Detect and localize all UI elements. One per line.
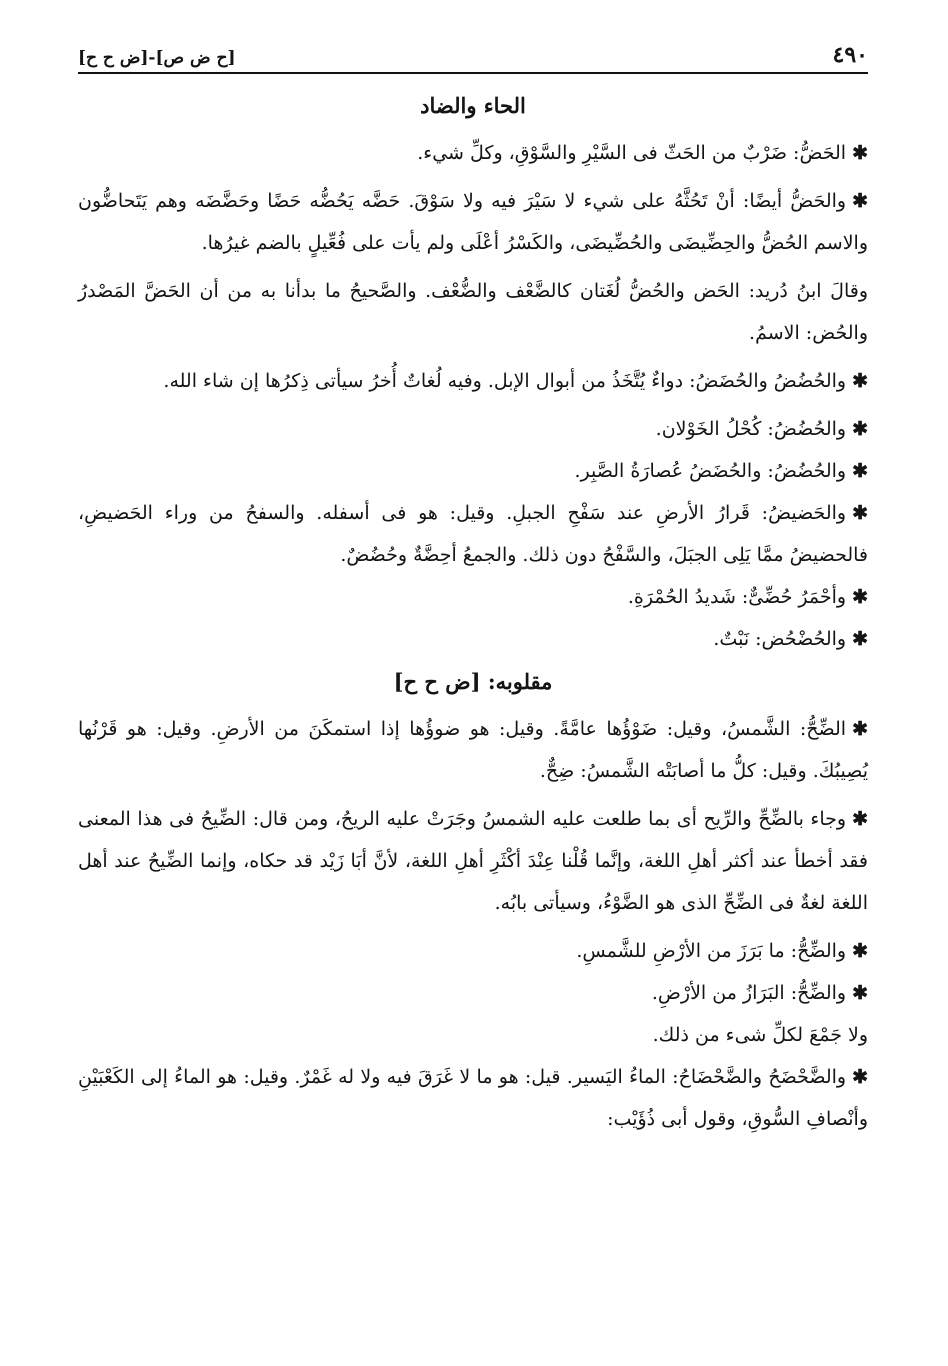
entry-text: وأحْمَرُ حُضِّىٌّ: شَديدُ الحُمْرَةِ. bbox=[627, 586, 847, 608]
entry-star-icon: ✱ bbox=[852, 502, 868, 524]
entry-text: والضِّحُّ: البَرَازُ من الأرْضِ. bbox=[651, 982, 847, 1004]
entry-star-icon: ✱ bbox=[852, 586, 868, 608]
running-title: [ح ض ص]-[ض ح ح] bbox=[78, 48, 236, 68]
entry-star-icon: ✱ bbox=[852, 418, 868, 440]
entry-star-icon: ✱ bbox=[852, 1066, 868, 1088]
entry-hudud-medicine bbox=[78, 360, 868, 402]
entry-dahdah bbox=[78, 1056, 868, 1140]
entry-text: والحُضْحُض: نَبْتٌ. bbox=[713, 628, 847, 650]
page-body bbox=[78, 88, 868, 1140]
entry-star-icon: ✱ bbox=[852, 940, 868, 962]
entry-text: وقالَ ابنُ دُريد: الحَض والحُضُّ لُغَتان كالضَّعْف والضُّعْف. والصَّحيحُ ما بدأنا به من أن الحَضَّ المَصْدرُ والحُض: الاسمُ. bbox=[78, 280, 868, 344]
section-title-inverted: مقلوبه: [ض ح ح] bbox=[393, 669, 553, 694]
entry-star-icon: ✱ bbox=[852, 142, 868, 164]
entry-hudhud bbox=[78, 618, 868, 660]
running-header bbox=[78, 40, 868, 74]
entry-dihh-exposed bbox=[78, 930, 868, 972]
entry-hadd-also bbox=[78, 180, 868, 264]
page-number: ٤٩٠ bbox=[832, 42, 868, 68]
entry-star-icon: ✱ bbox=[852, 718, 868, 740]
entry-text: والحَضُّ أيضًا: أنْ تَحُثَّهُ على شيء لا سَيْرَ فيه ولا سَوْقَ. حَضَّه يَحُضُّه حَضًا وحَضَّضَه وهم يَتَحاضُّون والاسم الحُضُّ والحِضِّيضَى والحُضِّيضَى، والكَسْرُ أعْلَى ولم يأت على فُعِّيلٍ بالضم غيرُها. bbox=[78, 190, 868, 254]
entry-ahmar-huddi bbox=[78, 576, 868, 618]
entry-text: والضَّحْضَحُ والضَّحْضَاحُ: الماءُ اليَسير. قيل: هو ما لا غَرَقَ فيه ولا له غَمْرٌ. وقيل: هو الماءُ إلى الكَعْبَيْنِ وأنْصافِ السُّوقِ، وقول أبى ذُؤَيْب: bbox=[78, 1066, 868, 1130]
entry-star-icon: ✱ bbox=[852, 370, 868, 392]
entry-text: والحُضُضُ والحُضَضُ: دواءٌ يُتَّخَذُ من أبوال الإبل. وفيه لُغاتٌ أُخرُ سيأتى ذِكرُها إن شاء الله. bbox=[163, 370, 847, 392]
entry-dihh-open-land bbox=[78, 972, 868, 1014]
entry-star-icon: ✱ bbox=[852, 460, 868, 482]
entry-no-plural bbox=[78, 1014, 868, 1056]
entry-star-icon: ✱ bbox=[852, 982, 868, 1004]
entry-text: والضِّحُّ: ما بَرَزَ من الأرْضِ للشَّمسِ. bbox=[576, 940, 847, 962]
entry-hadid bbox=[78, 492, 868, 576]
entry-star-icon: ✱ bbox=[852, 808, 868, 830]
entry-text: الضِّحُّ: الشَّمسُ، وقيل: ضَوْؤُها عامَّةً. وقيل: هو ضوؤُها إذا استمكَنَ من الأرضِ. وقيل: هو قَرْنُها يُصِيبُكَ. وقيل: كلُّ ما أصابَتْه الشَّمسُ: ضِحٌّ. bbox=[78, 718, 868, 782]
entry-hudud-kohl bbox=[78, 408, 868, 450]
entry-hudud-aloe bbox=[78, 450, 868, 492]
entry-text: وجاء بالضِّحِّ والرِّيح أى بما طلعت عليه الشمسُ وجَرَتْ عليه الريحُ، ومن قال: الضِّيحُ فى هذا المعنى فقد أخطأ عند أكثر أهلِ اللغة، وإنَّما قُلْنا عِنْدَ أكْثَرِ أهلِ اللغة، لأنَّ أبَا زَيْد قد حكاه، وإنما الضِّيحُ عند أهل اللغة لغةٌ فى الضِّحِّ الذى هو الضَّوْءُ، وسيأتى بابُه. bbox=[78, 808, 868, 914]
entry-text: والحَضيضُ: قَرارُ الأرضِ عند سَفْحِ الجبلِ. وقيل: هو فى أسفله. والسفحُ من وراء الحَضيضِ، فالحضيضُ ممَّا يَلِى الجبَلَ، والسَّفْحُ دون ذلك. والجمعُ أحِضَّةٌ وحُضُضٌ. bbox=[78, 502, 868, 566]
entry-text: الحَضُّ: ضَرْبٌ من الحَثّ فى السَّيْرِ والسَّوْقِ، وكلِّ شيء. bbox=[417, 142, 847, 164]
entry-hadd bbox=[78, 132, 868, 174]
entry-jaa-bil-dihh bbox=[78, 798, 868, 924]
entry-ibn-durayd bbox=[78, 270, 868, 354]
entry-text: والحُضُضُ: كُحْلُ الخَوْلان. bbox=[655, 418, 847, 440]
entry-star-icon: ✱ bbox=[852, 190, 868, 212]
entry-text: والحُضُضُ: والحُضَضُ عُصارَةُ الصَّبِر. bbox=[574, 460, 847, 482]
entry-dihh-sun bbox=[78, 708, 868, 792]
entry-star-icon: ✱ bbox=[852, 628, 868, 650]
section-title-haa-dad: الحاء والضاد bbox=[420, 93, 526, 118]
entry-text: ولا جَمْعَ لكلِّ شىء من ذلك. bbox=[652, 1024, 868, 1046]
